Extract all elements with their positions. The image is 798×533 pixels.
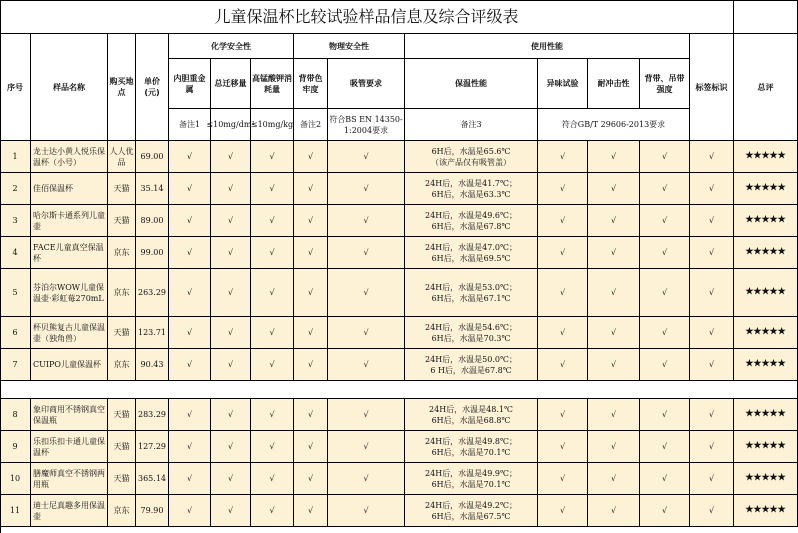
cell-c2: √ xyxy=(211,205,251,237)
cell-c5: √ xyxy=(328,399,405,431)
cell-seq: 6 xyxy=(0,317,31,349)
cell-shop: 天猫 xyxy=(108,463,136,495)
cell-c6: √ xyxy=(538,269,588,317)
header-color-fast: 背带色牢度 xyxy=(294,59,328,109)
cell-rating: ★★★★★ xyxy=(734,495,798,527)
cell-c6: √ xyxy=(538,173,588,205)
cell-c7: √ xyxy=(588,237,640,269)
cell-c6: √ xyxy=(538,495,588,527)
insulation-line-1: 24H后，水温是50.0℃； xyxy=(425,354,517,364)
table-gap-row xyxy=(0,381,798,399)
header-impact: 耐冲击性 xyxy=(588,59,640,109)
note-insulation: 备注3 xyxy=(405,109,538,141)
note-kmno4: ≤10mg/kg xyxy=(251,109,294,141)
note-total-migration: ≤10mg/dm² xyxy=(211,109,251,141)
insulation-line-1: 6H后，水温是65.6℃ xyxy=(431,146,511,156)
cell-c4: √ xyxy=(294,349,328,381)
cell-c9: √ xyxy=(690,431,734,463)
cell-c4: √ xyxy=(294,141,328,173)
cell-name: 龙士达小黄人悦乐保温杯（小号） xyxy=(31,141,108,173)
insulation-line-2: 6H后，水温是70.1℃ xyxy=(431,447,511,457)
cell-c9: √ xyxy=(690,495,734,527)
insulation-line-1: 24H后，水温是49.8℃； xyxy=(425,436,517,446)
cell-shop: 天猫 xyxy=(108,431,136,463)
cell-c3: √ xyxy=(251,269,294,317)
insulation-line-2: 6H后，水温是70.1℃ xyxy=(431,479,511,489)
cell-price: 35.14 xyxy=(136,173,169,205)
cell-name: FACE儿童真空保温杯 xyxy=(31,237,108,269)
cell-c4: √ xyxy=(294,269,328,317)
cell-rating: ★★★★★ xyxy=(734,141,798,173)
cell-c6: √ xyxy=(538,349,588,381)
header-seq: 序号 xyxy=(0,34,31,141)
insulation-line-1: 24H后，水温是41.7℃； xyxy=(425,178,517,188)
cell-c4: √ xyxy=(294,431,328,463)
cell-c3: √ xyxy=(251,349,294,381)
cell-c1: √ xyxy=(169,349,211,381)
cell-c2: √ xyxy=(211,141,251,173)
cell-ins xyxy=(405,173,538,205)
cell-c7: √ xyxy=(588,141,640,173)
cell-shop: 人人优品 xyxy=(108,141,136,173)
cell-rating: ★★★★★ xyxy=(734,463,798,495)
cell-ins xyxy=(405,269,538,317)
cell-c5: √ xyxy=(328,463,405,495)
cell-name: 膳魔师真空不锈钢两用瓶 xyxy=(31,463,108,495)
cell-c3: √ xyxy=(251,205,294,237)
cell-c6: √ xyxy=(538,141,588,173)
cell-seq: 11 xyxy=(0,495,31,527)
cell-name: 象印商用不锈钢真空保温瓶 xyxy=(31,399,108,431)
cell-c3: √ xyxy=(251,173,294,205)
insulation-line-2: 6H后，水温是67.8℃ xyxy=(431,221,511,231)
header-phys-group: 物理安全性 xyxy=(294,34,405,59)
cell-rating: ★★★★★ xyxy=(734,431,798,463)
cell-c4: √ xyxy=(294,399,328,431)
cell-c6: √ xyxy=(538,317,588,349)
cell-c6: √ xyxy=(538,463,588,495)
cell-name: 佳佰保温杯 xyxy=(31,173,108,205)
cell-c3: √ xyxy=(251,463,294,495)
cell-ins xyxy=(405,237,538,269)
cell-seq: 4 xyxy=(0,237,31,269)
cell-c6: √ xyxy=(538,399,588,431)
cell-c9: √ xyxy=(690,237,734,269)
cell-c2: √ xyxy=(211,173,251,205)
cell-c2: √ xyxy=(211,399,251,431)
cell-c7: √ xyxy=(588,463,640,495)
cell-name: 迪士尼真趣多用保温壶 xyxy=(31,495,108,527)
cell-c1: √ xyxy=(169,399,211,431)
cell-c8: √ xyxy=(640,495,690,527)
cell-c4: √ xyxy=(294,205,328,237)
cell-c5: √ xyxy=(328,495,405,527)
header-straw: 吸管要求 xyxy=(328,59,405,109)
cell-price: 90.43 xyxy=(136,349,169,381)
cell-shop: 京东 xyxy=(108,349,136,381)
cell-price: 127.29 xyxy=(136,431,169,463)
header-odor: 异味试验 xyxy=(538,59,588,109)
note-use-standard: 符合GB/T 29606-2013要求 xyxy=(538,109,690,141)
cell-c8: √ xyxy=(640,463,690,495)
cell-ins xyxy=(405,495,538,527)
cell-seq: 3 xyxy=(0,205,31,237)
cell-ins xyxy=(405,431,538,463)
cell-c8: √ xyxy=(640,237,690,269)
cell-c6: √ xyxy=(538,431,588,463)
cell-shop: 天猫 xyxy=(108,205,136,237)
title-side-blank xyxy=(734,0,798,34)
cell-c2: √ xyxy=(211,463,251,495)
cell-c1: √ xyxy=(169,141,211,173)
header-strap: 背带、吊带强度 xyxy=(640,59,690,109)
cell-c2: √ xyxy=(211,269,251,317)
cell-c9: √ xyxy=(690,173,734,205)
cell-c7: √ xyxy=(588,431,640,463)
header-chem-group: 化学安全性 xyxy=(169,34,294,59)
cell-c6: √ xyxy=(538,205,588,237)
note-straw: 符合BS EN 14350-1:2004要求 xyxy=(328,109,405,141)
header-price: 单价(元) xyxy=(136,34,169,141)
cell-c2: √ xyxy=(211,349,251,381)
insulation-line-1: 24H后，水温是49.6℃； xyxy=(425,210,517,220)
table-title: 儿童保温杯比较试验样品信息及综合评级表 xyxy=(0,0,734,34)
cell-c4: √ xyxy=(294,463,328,495)
cell-c4: √ xyxy=(294,173,328,205)
cell-shop: 天猫 xyxy=(108,173,136,205)
cell-rating: ★★★★★ xyxy=(734,269,798,317)
cell-rating: ★★★★★ xyxy=(734,399,798,431)
cell-seq: 2 xyxy=(0,173,31,205)
cell-shop: 天猫 xyxy=(108,317,136,349)
cell-c1: √ xyxy=(169,205,211,237)
cell-c5: √ xyxy=(328,431,405,463)
cell-shop: 京东 xyxy=(108,269,136,317)
cell-c3: √ xyxy=(251,237,294,269)
cell-ins xyxy=(405,141,538,173)
insulation-line-2: 6H后，水温是63.3℃ xyxy=(431,189,511,199)
cell-rating: ★★★★★ xyxy=(734,317,798,349)
insulation-line-1: 24H后，水温是48.1℃ xyxy=(429,404,513,414)
cell-c4: √ xyxy=(294,317,328,349)
cell-c7: √ xyxy=(588,173,640,205)
cell-c2: √ xyxy=(211,495,251,527)
header-inner-metal: 内胆重金属 xyxy=(169,59,211,109)
insulation-line-2: 6H后，水温是67.1℃ xyxy=(431,293,511,303)
cell-c9: √ xyxy=(690,269,734,317)
cell-seq: 10 xyxy=(0,463,31,495)
cell-c3: √ xyxy=(251,141,294,173)
cell-price: 283.29 xyxy=(136,399,169,431)
insulation-line-2: 6H后，水温是70.3℃ xyxy=(431,333,511,343)
cell-c7: √ xyxy=(588,317,640,349)
insulation-line-1: 24H后，水温是54.6℃； xyxy=(425,322,517,332)
note-color-fast: 备注2 xyxy=(294,109,328,141)
cell-price: 123.71 xyxy=(136,317,169,349)
cell-c7: √ xyxy=(588,269,640,317)
cell-name: 杯贝熊复古儿童保温壶（独角兽） xyxy=(31,317,108,349)
cell-c3: √ xyxy=(251,399,294,431)
cell-c5: √ xyxy=(328,173,405,205)
cell-c9: √ xyxy=(690,317,734,349)
cell-c2: √ xyxy=(211,317,251,349)
cell-c2: √ xyxy=(211,237,251,269)
cell-c9: √ xyxy=(690,141,734,173)
cell-seq: 1 xyxy=(0,141,31,173)
cell-c1: √ xyxy=(169,495,211,527)
cell-c7: √ xyxy=(588,349,640,381)
cell-ins xyxy=(405,399,538,431)
cell-shop: 京东 xyxy=(108,495,136,527)
cell-c1: √ xyxy=(169,317,211,349)
cell-price: 89.00 xyxy=(136,205,169,237)
cell-rating: ★★★★★ xyxy=(734,349,798,381)
cell-price: 69.00 xyxy=(136,141,169,173)
cell-c8: √ xyxy=(640,349,690,381)
header-insulation: 保温性能 xyxy=(405,59,538,109)
header-kmno4: 高锰酸钾消耗量 xyxy=(251,59,294,109)
cell-shop: 天猫 xyxy=(108,399,136,431)
cell-seq: 9 xyxy=(0,431,31,463)
cell-seq: 5 xyxy=(0,269,31,317)
header-shop: 购买地点 xyxy=(108,34,136,141)
cell-ins xyxy=(405,463,538,495)
cell-c8: √ xyxy=(640,173,690,205)
header-overall: 总评 xyxy=(734,34,798,141)
cell-ins xyxy=(405,205,538,237)
cell-c5: √ xyxy=(328,349,405,381)
cell-c4: √ xyxy=(294,495,328,527)
cell-c5: √ xyxy=(328,205,405,237)
cell-seq: 7 xyxy=(0,349,31,381)
cell-c8: √ xyxy=(640,141,690,173)
cell-c1: √ xyxy=(169,173,211,205)
cell-c9: √ xyxy=(690,349,734,381)
cell-name: CUIPO儿童保温杯 xyxy=(31,349,108,381)
cell-c5: √ xyxy=(328,141,405,173)
cell-c3: √ xyxy=(251,495,294,527)
insulation-line-2: 6 H后，水温是67.8℃ xyxy=(430,365,512,375)
cell-price: 263.29 xyxy=(136,269,169,317)
cell-price: 79.90 xyxy=(136,495,169,527)
header-use-group: 使用性能 xyxy=(405,34,690,59)
cell-price: 365.14 xyxy=(136,463,169,495)
cell-rating: ★★★★★ xyxy=(734,173,798,205)
insulation-line-2: （该产品仅有吸管盖） xyxy=(431,157,511,167)
cell-seq: 8 xyxy=(0,399,31,431)
insulation-line-2: 6H后，水温是68.8℃ xyxy=(431,415,511,425)
insulation-line-2: 6H后，水温是69.5℃ xyxy=(431,253,511,263)
cell-c8: √ xyxy=(640,317,690,349)
cell-rating: ★★★★★ xyxy=(734,237,798,269)
cell-c7: √ xyxy=(588,399,640,431)
cell-ins xyxy=(405,317,538,349)
cell-c8: √ xyxy=(640,399,690,431)
cell-c8: √ xyxy=(640,205,690,237)
cell-c3: √ xyxy=(251,431,294,463)
cell-price: 99.00 xyxy=(136,237,169,269)
cell-c1: √ xyxy=(169,431,211,463)
cell-c9: √ xyxy=(690,399,734,431)
cell-c9: √ xyxy=(690,463,734,495)
cell-rating: ★★★★★ xyxy=(734,205,798,237)
cell-c9: √ xyxy=(690,205,734,237)
insulation-line-2: 6H后，水温是67.5℃ xyxy=(431,511,511,521)
cell-c8: √ xyxy=(640,431,690,463)
cell-c1: √ xyxy=(169,269,211,317)
cell-name: 哈尔斯卡通系列儿童壶 xyxy=(31,205,108,237)
cell-c5: √ xyxy=(328,269,405,317)
cell-shop: 京东 xyxy=(108,237,136,269)
cell-c5: √ xyxy=(328,317,405,349)
header-total-migration: 总迁移量 xyxy=(211,59,251,109)
cell-c7: √ xyxy=(588,205,640,237)
cell-name: 芬泊尔WOW儿童保温壶·彩虹莓270mL xyxy=(31,269,108,317)
cell-c5: √ xyxy=(328,237,405,269)
header-label: 标签标识 xyxy=(690,34,734,141)
insulation-line-1: 24H后，水温是49.2℃； xyxy=(425,500,517,510)
cell-c8: √ xyxy=(640,269,690,317)
cell-c2: √ xyxy=(211,431,251,463)
cell-c1: √ xyxy=(169,463,211,495)
cell-c3: √ xyxy=(251,317,294,349)
insulation-line-1: 24H后，水温是49.9℃； xyxy=(425,468,517,478)
note-inner-metal: 备注1 xyxy=(169,109,211,141)
cell-c4: √ xyxy=(294,237,328,269)
cell-c7: √ xyxy=(588,495,640,527)
insulation-line-1: 24H后，水温是47.0℃； xyxy=(425,242,517,252)
cell-name: 乐扣乐扣卡通儿童保温杯 xyxy=(31,431,108,463)
cell-c1: √ xyxy=(169,237,211,269)
cell-c6: √ xyxy=(538,237,588,269)
cell-ins xyxy=(405,349,538,381)
header-name: 样品名称 xyxy=(31,34,108,141)
insulation-line-1: 24H后，水温是53.0℃； xyxy=(425,282,517,292)
